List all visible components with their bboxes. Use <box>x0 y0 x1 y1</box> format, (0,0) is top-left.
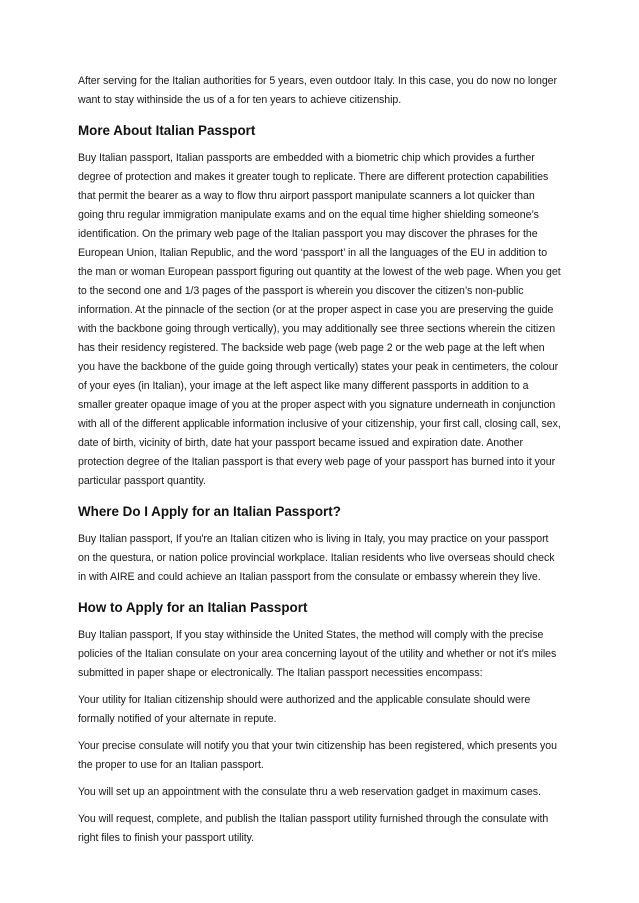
section-heading: Where Do I Apply for an Italian Passport? <box>78 504 341 519</box>
section-paragraph: Buy Italian passport, If you're an Italian citizen who is living in Italy, you may practice on your passport on the questura, or nation police provincial workplace. Italian residents who live overseas should check in with AIRE and could achieve an Italian passport from the consulate or embassy wherein they live. <box>78 533 555 583</box>
section-heading: How to Apply for an Italian Passport <box>78 600 308 615</box>
section-how-apply <box>78 599 561 848</box>
section-paragraph: Buy Italian passport, Italian passports are embedded with a biometric chip which provides a further degree of protection and makes it greater tough to replicate. There are different protection capabilities that permit the bearer as a way to flow thru airport passport manipulate scanners a lot quicker than going thru regular immigration manipulate exams and on the equal time higher shielding someone’s identification. On the primary web page of the Italian passport you may discover the phrases for the European Union, Italian Republic, and the word ‘passport’ in all the languages of the EU in addition to the man or woman European passport figuring out quantity at the lowest of the web page. When you get to the second one and 1/3 pages of the passport is wherein you discover the citizen’s non-public information. At the pinnacle of the section (or at the proper aspect in case you are preserving the guide with the backbone going through vertically), you may additionally see three sections wherein the citizen has their residency registered. The backside web page (web page 2 or the web page at the left when you have the backbone of the guide going through vertically) states your peak in centimeters, the colour of your eyes (in Italian), your image at the left aspect like many different passports in addition to a smaller greater opaque image of you at the proper aspect with you signature underneath in conjunction with all of the different applicable information inclusive of your citizenship, your first call, closing call, sex, date of birth, vicinity of birth, date hat your passport became issued and expiration date. Another protection degree of the Italian passport is that every web page of your passport has burned into it your particular passport quantity. <box>78 152 561 487</box>
section-paragraph: Your utility for Italian citizenship should were authorized and the applicable consulate should were formally notified of your alternate in repute. <box>78 694 531 725</box>
section-where-apply <box>78 503 561 587</box>
intro-paragraph: After serving for the Italian authorities for 5 years, even outdoor Italy. In this case, you do now no longer want to stay withinside the us of a for ten years to achieve citizenship. <box>78 75 557 106</box>
section-heading: More About Italian Passport <box>78 123 256 138</box>
section-paragraph: You will set up an appointment with the consulate thru a web reservation gadget in maximum cases. <box>78 786 541 798</box>
section-paragraph: Your precise consulate will notify you that your twin citizenship has been registered, which presents you the proper to use for an Italian passport. <box>78 740 557 771</box>
section-more-about <box>78 122 561 491</box>
section-paragraph: Buy Italian passport, If you stay withinside the United States, the method will comply with the precise policies of the Italian consulate on your area concerning layout of the utility and whether or not it's miles submitted in paper shape or electronically. The Italian passport necessities encompass: <box>78 629 557 679</box>
section-paragraph: You will request, complete, and publish the Italian passport utility furnished through the consulate with right files to finish your passport utility. <box>78 813 549 844</box>
